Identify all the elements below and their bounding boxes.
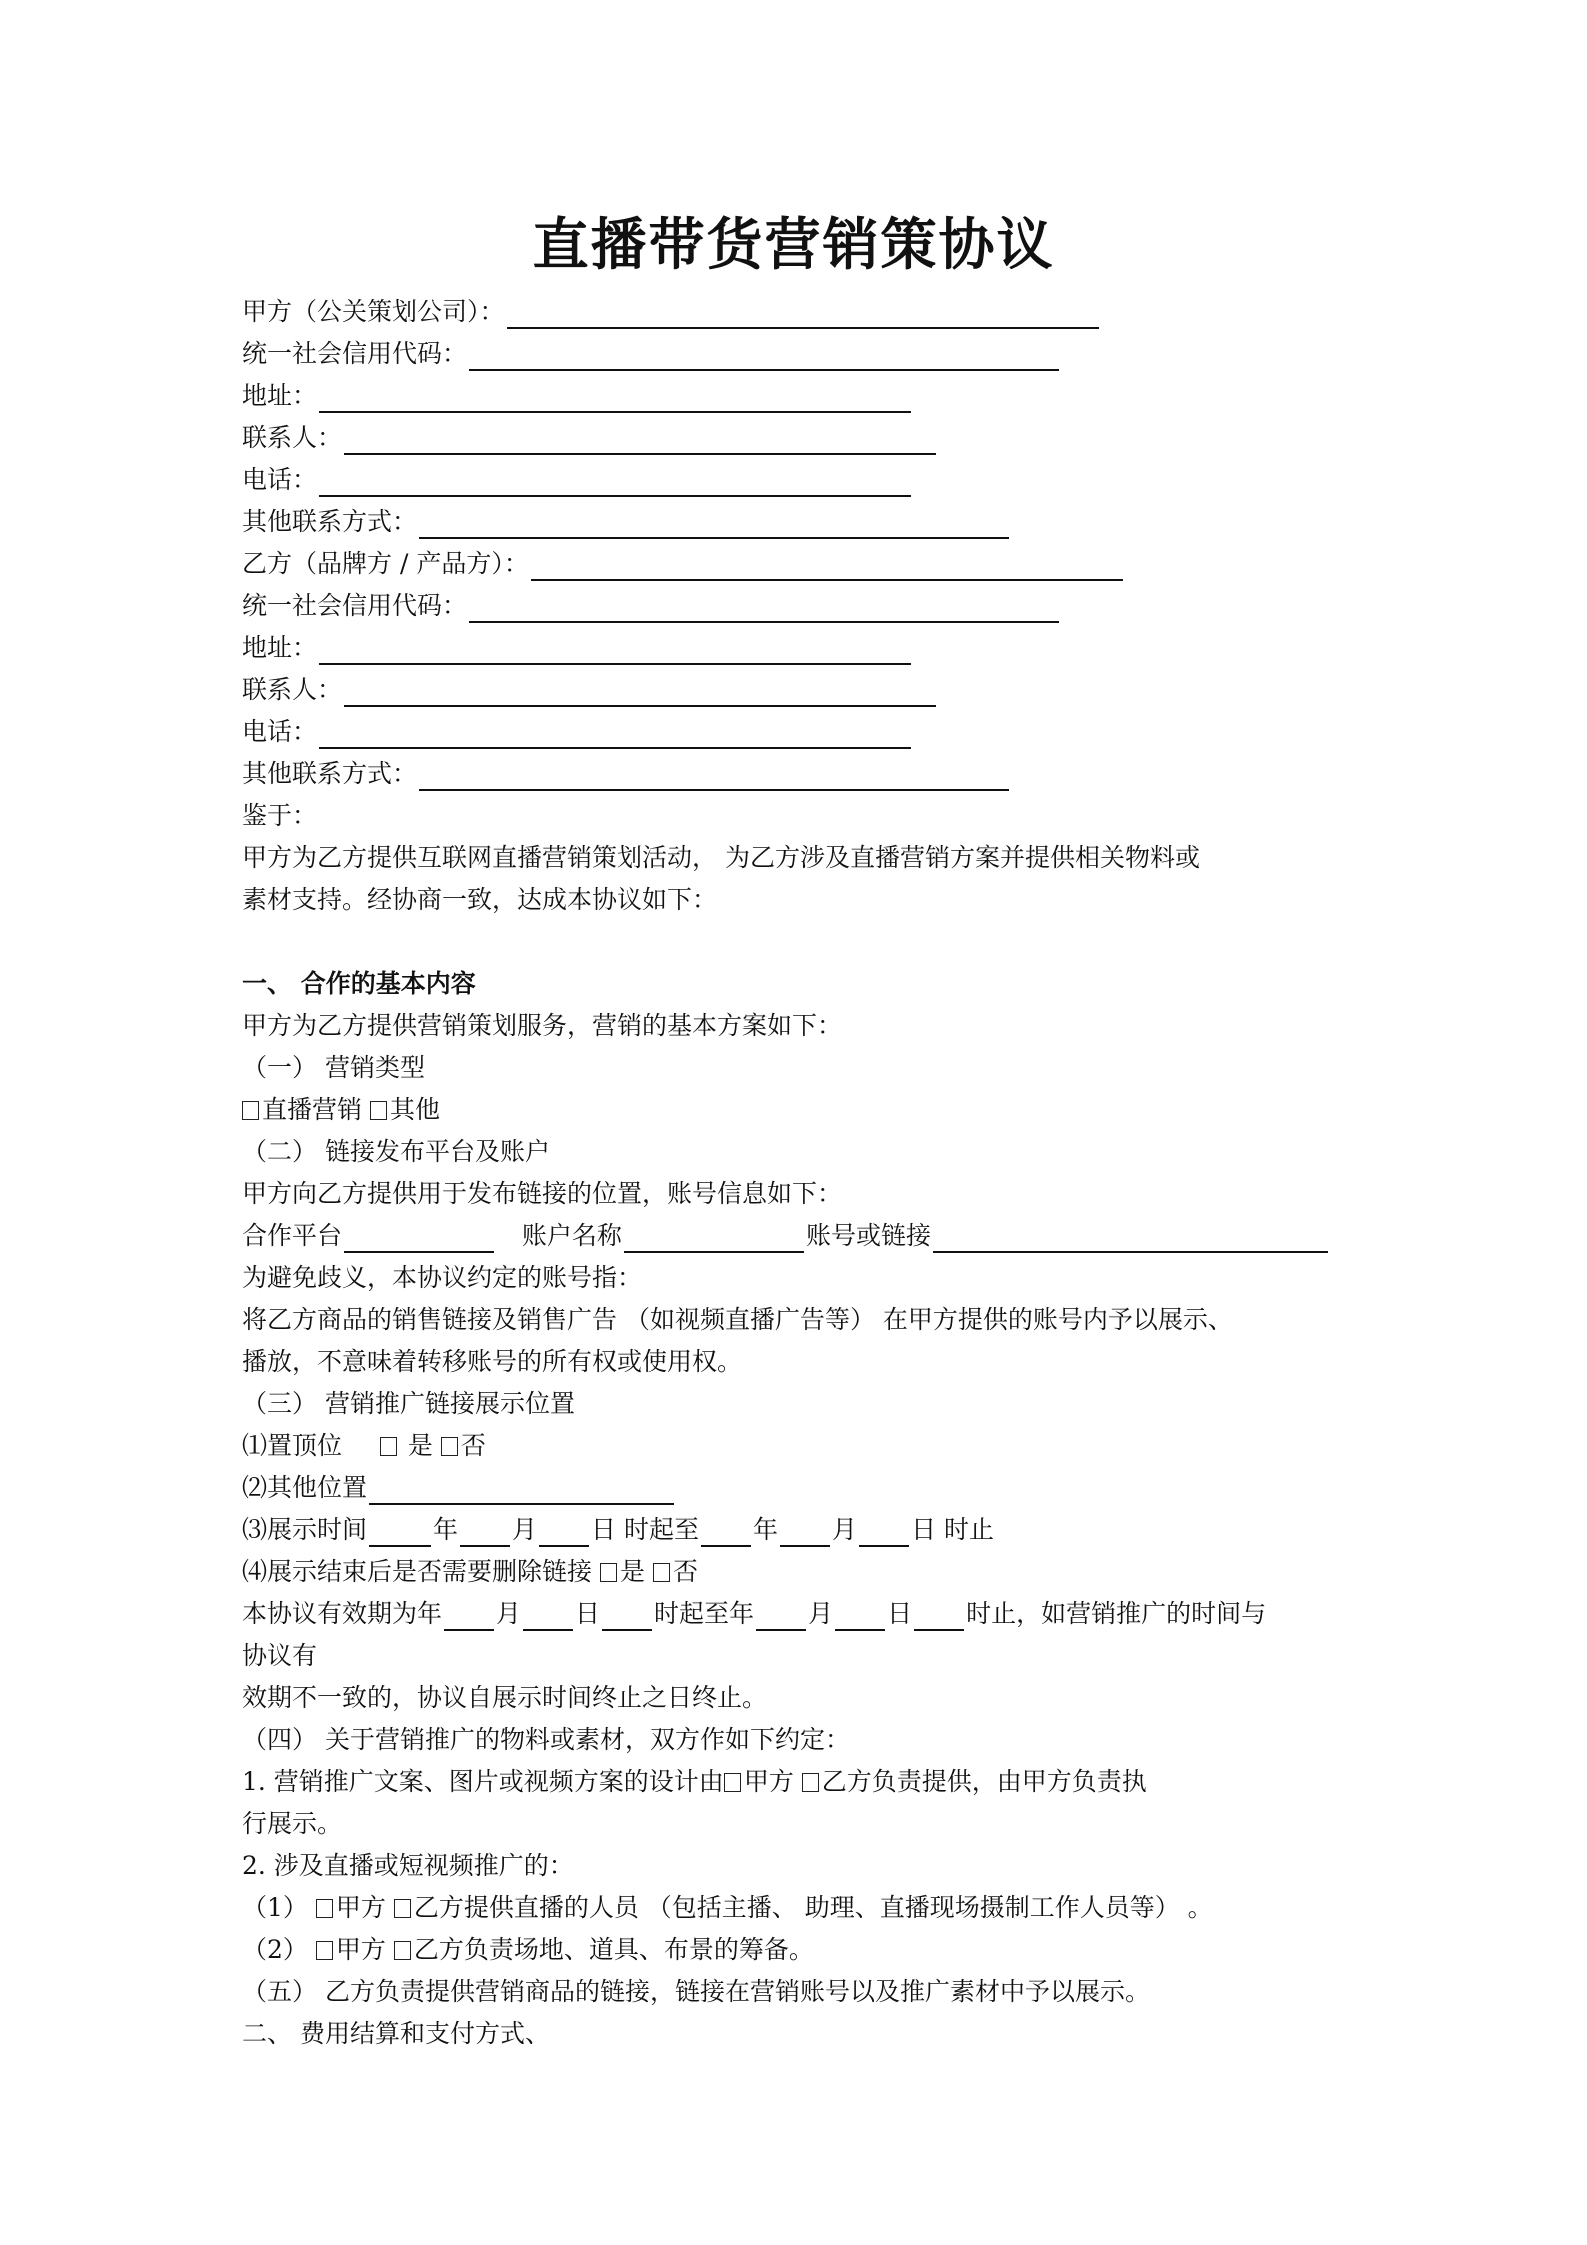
party-a-contact-row bbox=[242, 421, 938, 455]
party-a-address-field[interactable] bbox=[319, 385, 911, 413]
whereas-line-1: 甲方为乙方提供互联网直播营销策划活动， 为乙方涉及直播营销方案并提供相关物料或 bbox=[242, 843, 1200, 872]
section-2-heading: 二、 费用结算和支付方式、 bbox=[242, 2019, 550, 2048]
live-staff-text: 提供直播的人员 （包括主播、 助理、直播现场摄制工作人员等） 。 bbox=[463, 1893, 1213, 1922]
display-end-day-label: 日 bbox=[911, 1515, 937, 1544]
live-venue-text: 负责场地、道具、布景的筹备。 bbox=[463, 1935, 814, 1964]
display-day-label: 日 bbox=[591, 1515, 617, 1544]
marketing-type-options bbox=[242, 1093, 440, 1127]
material-provider-text: 1. 营销推广文案、图片或视频方案的设计由 bbox=[242, 1767, 724, 1796]
top-position-row bbox=[242, 1429, 486, 1463]
platform-account-row bbox=[242, 1219, 1330, 1253]
party-b-name-label: 乙方（品牌方 / 产品方）： bbox=[242, 549, 529, 578]
validity-start-label: 本协议有效期为年 bbox=[242, 1599, 443, 1628]
checkbox-staff-b[interactable] bbox=[394, 1899, 411, 1918]
material-provider-line-2: 行展示。 bbox=[242, 1809, 343, 1838]
checkbox-delete-yes[interactable] bbox=[600, 1563, 617, 1582]
whereas-label: 鉴于： bbox=[242, 801, 318, 830]
display-start-day-field[interactable] bbox=[539, 1519, 589, 1547]
subsection-5-text: （五） 乙方负责提供营销商品的链接，链接在营销账号以及推广素材中予以展示。 bbox=[242, 1977, 1150, 2006]
party-b-other-field[interactable] bbox=[419, 763, 1009, 791]
display-from-until-label: 时起至 bbox=[624, 1515, 700, 1544]
subsection-3-title: （三） 营销推广链接展示位置 bbox=[242, 1389, 575, 1418]
account-name-field[interactable] bbox=[624, 1225, 804, 1253]
material-a-label: 甲方 bbox=[743, 1767, 794, 1796]
subsection-1-title: （一） 营销类型 bbox=[242, 1053, 425, 1082]
party-b-phone-row bbox=[242, 715, 913, 749]
validity-end-month-field[interactable] bbox=[835, 1603, 885, 1631]
party-a-code-field[interactable] bbox=[469, 343, 1059, 371]
subsection-4-title: （四） 关于营销推广的物料或素材，双方作如下约定： bbox=[242, 1725, 850, 1754]
party-a-address-label: 地址： bbox=[242, 381, 318, 410]
party-b-phone-field[interactable] bbox=[319, 721, 911, 749]
delete-link-row bbox=[242, 1555, 698, 1589]
document-title: 直播带货营销策协议 bbox=[532, 212, 1055, 278]
party-a-phone-field[interactable] bbox=[319, 469, 911, 497]
venue-b-label: 乙方 bbox=[413, 1935, 464, 1964]
other-position-field[interactable] bbox=[369, 1477, 674, 1505]
live-venue-number: （2） bbox=[242, 1935, 308, 1964]
validity-end-month-label: 月 bbox=[808, 1599, 834, 1628]
validity-end-day-label: 日 bbox=[887, 1599, 913, 1628]
party-b-contact-field[interactable] bbox=[344, 679, 936, 707]
display-end-year-field[interactable] bbox=[701, 1519, 751, 1547]
clarify-line-1: 将乙方商品的销售链接及销售广告 （如视频直播广告等） 在甲方提供的账号内予以展示、 bbox=[242, 1305, 1233, 1334]
party-b-address-row bbox=[242, 631, 913, 665]
platform-field[interactable] bbox=[344, 1225, 494, 1253]
live-promotion-title: 2. 涉及直播或短视频推广的： bbox=[242, 1851, 574, 1880]
platform-label: 合作平台 bbox=[242, 1221, 343, 1250]
party-a-phone-label: 电话： bbox=[242, 465, 318, 494]
display-start-month-field[interactable] bbox=[460, 1519, 510, 1547]
party-a-name-label: 甲方（公关策划公司）： bbox=[242, 297, 505, 326]
validity-tail-label: 时止，如营销推广的时间与 bbox=[966, 1599, 1267, 1628]
party-a-code-row bbox=[242, 337, 1061, 371]
display-end-month-label: 月 bbox=[832, 1515, 858, 1544]
staff-a-label: 甲方 bbox=[335, 1893, 386, 1922]
display-start-year-field[interactable] bbox=[369, 1519, 431, 1547]
live-staff-row bbox=[242, 1891, 1213, 1925]
display-end-day-field[interactable] bbox=[859, 1519, 909, 1547]
subsection-2-intro: 甲方向乙方提供用于发布链接的位置，账号信息如下： bbox=[242, 1179, 843, 1208]
validity-month-label: 月 bbox=[496, 1599, 522, 1628]
validity-end-day-field[interactable] bbox=[914, 1603, 964, 1631]
checkbox-material-b[interactable] bbox=[802, 1773, 819, 1792]
validity-line-2: 协议有 bbox=[242, 1641, 318, 1670]
display-month-label: 月 bbox=[512, 1515, 538, 1544]
top-position-label: ⑴置顶位 bbox=[242, 1431, 343, 1460]
party-a-name-field[interactable] bbox=[507, 301, 1099, 329]
other-position-label: ⑵其他位置 bbox=[242, 1473, 368, 1502]
display-time-row bbox=[242, 1513, 994, 1547]
material-provider-row bbox=[242, 1765, 1147, 1799]
party-b-name-field[interactable] bbox=[531, 553, 1123, 581]
party-a-other-label: 其他联系方式： bbox=[242, 507, 418, 536]
party-b-phone-label: 电话： bbox=[242, 717, 318, 746]
validity-start-month-field[interactable] bbox=[444, 1603, 494, 1631]
party-b-code-field[interactable] bbox=[469, 595, 1059, 623]
party-a-contact-label: 联系人： bbox=[242, 423, 343, 452]
party-b-code-label: 统一社会信用代码： bbox=[242, 591, 468, 620]
checkbox-top-no[interactable] bbox=[441, 1437, 458, 1456]
live-staff-number: （1） bbox=[242, 1893, 308, 1922]
subsection-2-title: （二） 链接发布平台及账户 bbox=[242, 1137, 550, 1166]
staff-b-label: 乙方 bbox=[413, 1893, 464, 1922]
party-a-name-row bbox=[242, 295, 1101, 329]
venue-a-label: 甲方 bbox=[335, 1935, 386, 1964]
checkbox-live[interactable] bbox=[242, 1101, 259, 1120]
material-provider-tail: 负责提供，由甲方负责执 bbox=[871, 1767, 1147, 1796]
clarify-title: 为避免歧义，本协议约定的账号指： bbox=[242, 1263, 643, 1292]
validity-end-year-field[interactable] bbox=[756, 1603, 806, 1631]
party-b-contact-row bbox=[242, 673, 938, 707]
display-until-label: 时止 bbox=[944, 1515, 995, 1544]
party-b-contact-label: 联系人： bbox=[242, 675, 343, 704]
validity-line-3: 效期不一致的，协议自展示时间终止之日终止。 bbox=[242, 1683, 768, 1712]
top-yes-label: 是 bbox=[407, 1431, 433, 1460]
checkbox-other[interactable] bbox=[370, 1101, 387, 1120]
party-b-other-row bbox=[242, 757, 1011, 791]
delete-link-label: ⑷展示结束后是否需要删除链接 bbox=[242, 1557, 593, 1586]
section-1-intro: 甲方为乙方提供营销策划服务，营销的基本方案如下： bbox=[242, 1011, 843, 1040]
top-no-label: 否 bbox=[460, 1431, 486, 1460]
party-a-address-row bbox=[242, 379, 913, 413]
party-a-phone-row bbox=[242, 463, 913, 497]
validity-day-label: 日 bbox=[575, 1599, 601, 1628]
party-b-code-row bbox=[242, 589, 1061, 623]
validity-from-until-label: 时起至 bbox=[654, 1599, 730, 1628]
checkbox-top-yes[interactable] bbox=[380, 1437, 397, 1456]
live-venue-row bbox=[242, 1933, 814, 1967]
display-year-label: 年 bbox=[433, 1515, 459, 1544]
whereas-line-2: 素材支持。经协商一致，达成本协议如下： bbox=[242, 885, 718, 914]
party-b-name-row bbox=[242, 547, 1125, 581]
party-a-other-row bbox=[242, 505, 1011, 539]
account-name-label: 账户名称 bbox=[521, 1221, 622, 1250]
checkbox-staff-a[interactable] bbox=[316, 1899, 333, 1918]
delete-no-label: 否 bbox=[672, 1557, 698, 1586]
display-end-month-field[interactable] bbox=[780, 1519, 830, 1547]
option-other-label: 其他 bbox=[389, 1095, 440, 1124]
checkbox-material-a[interactable] bbox=[724, 1773, 741, 1792]
checkbox-delete-no[interactable] bbox=[653, 1563, 670, 1582]
other-position-row bbox=[242, 1471, 676, 1505]
party-a-contact-field[interactable] bbox=[344, 427, 936, 455]
display-time-label: ⑶展示时间 bbox=[242, 1515, 368, 1544]
checkbox-venue-a[interactable] bbox=[316, 1941, 333, 1960]
section-1-heading: 一、 合作的基本内容 bbox=[242, 969, 476, 998]
account-link-label: 账号或链接 bbox=[805, 1221, 931, 1250]
delete-yes-label: 是 bbox=[619, 1557, 645, 1586]
account-link-field[interactable] bbox=[933, 1225, 1328, 1253]
display-end-year-label: 年 bbox=[753, 1515, 779, 1544]
material-b-label: 乙方 bbox=[821, 1767, 872, 1796]
validity-start-day-field[interactable] bbox=[523, 1603, 573, 1631]
validity-row bbox=[242, 1597, 1266, 1631]
checkbox-venue-b[interactable] bbox=[394, 1941, 411, 1960]
party-b-address-field[interactable] bbox=[319, 637, 911, 665]
party-b-other-label: 其他联系方式： bbox=[242, 759, 418, 788]
clarify-line-2: 播放，不意味着转移账号的所有权或使用权。 bbox=[242, 1347, 743, 1376]
party-a-code-label: 统一社会信用代码： bbox=[242, 339, 468, 368]
validity-start-hour-field[interactable] bbox=[602, 1603, 652, 1631]
party-b-address-label: 地址： bbox=[242, 633, 318, 662]
validity-end-year-label: 年 bbox=[729, 1599, 755, 1628]
party-a-other-field[interactable] bbox=[419, 511, 1009, 539]
option-live-label: 直播营销 bbox=[262, 1095, 363, 1124]
